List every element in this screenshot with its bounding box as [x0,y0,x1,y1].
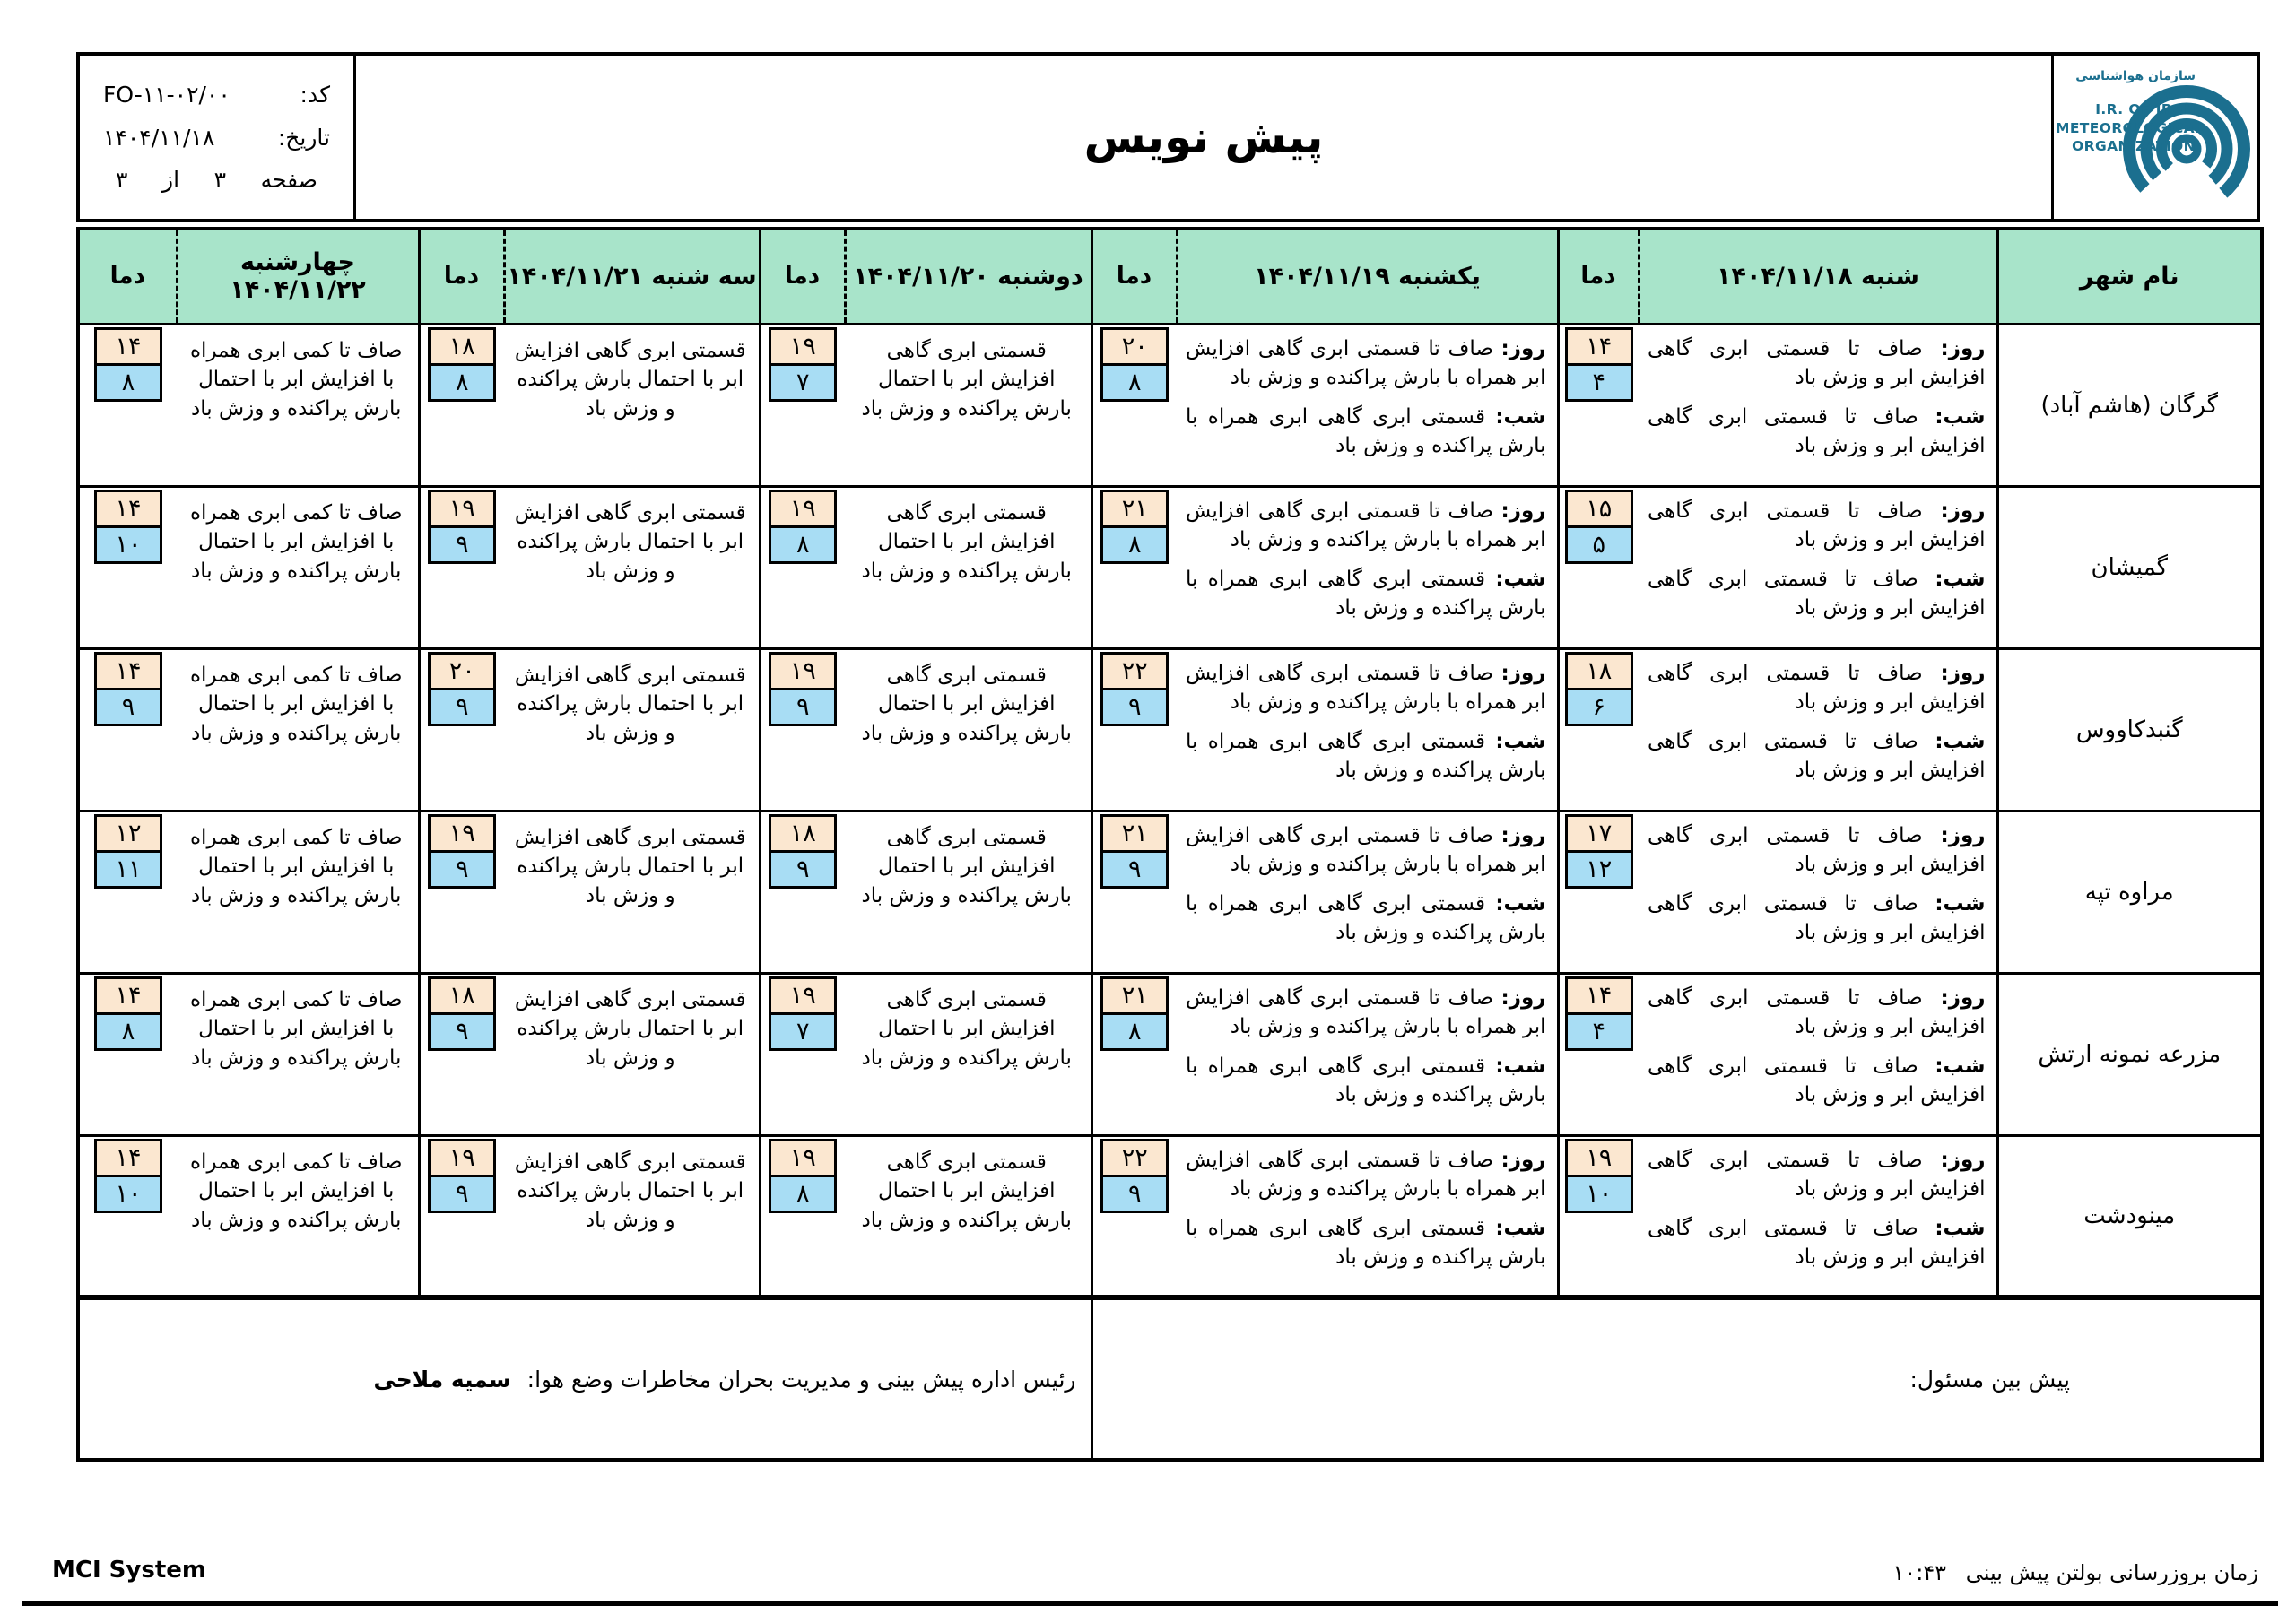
temp-max: ۱۸ [769,814,837,853]
temps-mon [760,973,845,1135]
temps-sat [1558,486,1639,648]
forecast-mon: قسمتی ابری گاهی افزایش ابر با احتمال بارش پراکنده و وزش باد [845,1135,1091,1298]
temp-min: ۷ [769,363,837,402]
chief-name: سمیه ملاحی [373,1366,511,1393]
temp-min: ۹ [1100,688,1169,726]
page-label: صفحه [260,167,317,194]
footer-update-time [1892,1560,2258,1585]
chief-signature [78,1298,1091,1460]
temp-min: ۹ [428,1012,496,1051]
org-name-en-1: I.R. OF IRAN [2095,101,2196,118]
forecast-sun [1177,1135,1558,1298]
city-name: مینودشت [1997,1135,2262,1298]
forecast-sun [1177,811,1558,973]
forecast-day-text: روز: صاف تا قسمتی ابری گاهی افزایش ابر و وزش باد [1648,985,1986,1039]
temp-min: ۸ [769,525,837,564]
temps-wed [78,973,177,1135]
temp-min: ۹ [769,688,837,726]
temps-sat [1558,324,1639,486]
forecaster-label: پیش بین مسئول: [1091,1298,2262,1460]
temp-min: ۴ [1565,1012,1633,1051]
doc-info-box [80,56,356,219]
org-name-fa: سازمان هواشناسی کشور [2075,69,2196,100]
forecast-mon: قسمتی ابری گاهی افزایش ابر با احتمال بارش پراکنده و وزش باد [845,973,1091,1135]
temp-min: ۹ [428,525,496,564]
forecast-night-text: شب: صاف تا قسمتی ابری گاهی افزایش ابر و وزش باد [1648,1054,1986,1107]
temp-min: ۱۲ [1565,850,1633,889]
forecast-sat [1639,648,1997,811]
temp-max: ۱۵ [1565,490,1633,528]
forecast-sun [1177,973,1558,1135]
temps-sat [1558,1135,1639,1298]
temps-tue [419,648,504,811]
temp-min: ۸ [94,1012,162,1051]
forecast-night-text: شب: قسمتی ابری گاهی ابری همراه با بارش پراکنده و وزش باد [1186,404,1546,458]
table-row [78,1135,2262,1298]
temps-wed [78,486,177,648]
temps-wed [78,811,177,973]
temp-min: ۹ [428,1175,496,1213]
temps-mon [760,811,845,973]
temp-min: ۹ [1100,850,1169,889]
doc-code-row [80,82,353,108]
temp-max: ۲۱ [1100,814,1169,853]
forecast-tue: قسمتی ابری گاهی افزایش ابر با احتمال بارش پراکنده و وزش باد [504,811,760,973]
forecast-day-text: روز: صاف تا قسمتی ابری گاهی افزایش ابر و وزش باد [1648,499,1986,552]
forecast-day-text: روز: صاف تا قسمتی ابری گاهی افزایش ابر همراه با بارش پراکنده و وزش باد [1186,499,1546,552]
temp-max: ۱۴ [94,976,162,1015]
forecast-night-text: شب: صاف تا قسمتی ابری گاهی افزایش ابر و وزش باد [1648,1216,1986,1270]
forecast-mon: قسمتی ابری گاهی افزایش ابر با احتمال بارش پراکنده و وزش باد [845,486,1091,648]
forecast-night-text: شب: قسمتی ابری گاهی ابری همراه با بارش پراکنده و وزش باد [1186,567,1546,621]
temp-min: ۹ [769,850,837,889]
forecast-tue: قسمتی ابری گاهی افزایش ابر با احتمال بارش پراکنده و وزش باد [504,973,760,1135]
forecast-table [76,227,2264,1462]
page-total: ۳ [116,167,128,194]
footer-system-name: MCI System [52,1557,206,1584]
temp-max: ۲۱ [1100,490,1169,528]
temps-wed [78,324,177,486]
temp-max: ۲۱ [1100,976,1169,1015]
temp-max: ۱۹ [769,652,837,690]
temps-sat [1558,648,1639,811]
doc-date-row [80,125,353,151]
city-name: گرگان (هاشم آباد) [1997,324,2262,486]
temp-min: ۹ [428,850,496,889]
forecast-tue: قسمتی ابری گاهی افزایش ابر با احتمال بارش پراکنده و وزش باد [504,486,760,648]
temp-min: ۱۱ [94,850,162,889]
city-name: مراوه تپه [1997,811,2262,973]
temps-sun [1091,1135,1177,1298]
table-row [78,973,2262,1135]
forecast-wed: صاف تا کمی ابری همراه با افزایش ابر با احتمال بارش پراکنده و وزش باد [177,324,419,486]
table-row [78,648,2262,811]
temp-max: ۱۴ [94,327,162,366]
forecast-day-text: روز: صاف تا قسمتی ابری گاهی افزایش ابر و وزش باد [1648,823,1986,877]
forecast-day-text: روز: صاف تا قسمتی ابری گاهی افزایش ابر همراه با بارش پراکنده و وزش باد [1186,823,1546,877]
temp-max: ۱۹ [769,490,837,528]
document-header [76,52,2260,222]
temp-min: ۹ [428,688,496,726]
temp-max: ۱۲ [94,814,162,853]
temps-wed [78,1135,177,1298]
temp-min: ۱۰ [94,1175,162,1213]
org-logo-text [2056,68,2205,155]
temp-max: ۱۹ [428,490,496,528]
signature-row [78,1298,2262,1460]
city-name: گنبدکاووس [1997,648,2262,811]
forecast-sat [1639,1135,1997,1298]
temps-sun [1091,648,1177,811]
title-cell [356,56,2054,219]
col-header-tue-date: سه شنبه ۱۴۰۴/۱۱/۲۱ [504,229,760,324]
temp-max: ۱۴ [94,490,162,528]
temps-sun [1091,811,1177,973]
temp-min: ۸ [94,363,162,402]
city-name: مزرعه نمونه ارتش [1997,973,2262,1135]
col-header-sun-date: یکشنبه ۱۴۰۴/۱۱/۱۹ [1177,229,1558,324]
temp-max: ۱۴ [1565,976,1633,1015]
forecast-day-text: روز: صاف تا قسمتی ابری گاهی افزایش ابر همراه با بارش پراکنده و وزش باد [1186,661,1546,715]
temp-max: ۲۰ [1100,327,1169,366]
page-of-label: از [162,167,180,194]
forecast-mon: قسمتی ابری گاهی افزایش ابر با احتمال بارش پراکنده و وزش باد [845,811,1091,973]
temp-max: ۱۹ [1565,1139,1633,1177]
temp-max: ۱۹ [769,327,837,366]
chief-label: رئیس اداره پیش بینی و مدیریت بحران مخاطرات وضع هوا: [526,1366,1076,1393]
temp-min: ۸ [1100,525,1169,564]
forecast-sat [1639,486,1997,648]
forecast-day-text: روز: صاف تا قسمتی ابری گاهی افزایش ابر و وزش باد [1648,1148,1986,1202]
doc-page-row [80,167,353,193]
forecast-night-text: شب: صاف تا قسمتی ابری گاهی افزایش ابر و وزش باد [1648,729,1986,783]
temps-wed [78,648,177,811]
table-row [78,324,2262,486]
col-header-city: نام شهر [1997,229,2262,324]
temps-sun [1091,973,1177,1135]
col-header-wed-temp: دما [78,229,177,324]
temps-mon [760,648,845,811]
org-name-en-3: ORGANIZATION [2072,137,2196,154]
forecast-tue: قسمتی ابری گاهی افزایش ابر با احتمال بارش پراکنده و وزش باد [504,324,760,486]
doc-date-value: ۱۴۰۴/۱۱/۱۸ [103,124,215,151]
temp-min: ۸ [769,1175,837,1213]
forecast-wed: صاف تا کمی ابری همراه با افزایش ابر با احتمال بارش پراکنده و وزش باد [177,1135,419,1298]
temp-max: ۲۰ [428,652,496,690]
temp-max: ۲۲ [1100,652,1169,690]
temp-max: ۱۹ [769,976,837,1015]
header-row [78,229,2262,324]
table-row [78,811,2262,973]
temp-min: ۱۰ [94,525,162,564]
city-name: گمیشان [1997,486,2262,648]
forecast-mon: قسمتی ابری گاهی افزایش ابر با احتمال بارش پراکنده و وزش باد [845,648,1091,811]
doc-date-label: تاریخ: [277,124,330,151]
forecast-wed: صاف تا کمی ابری همراه با افزایش ابر با احتمال بارش پراکنده و وزش باد [177,811,419,973]
temp-min: ۶ [1565,688,1633,726]
temps-sat [1558,811,1639,973]
forecast-night-text: شب: قسمتی ابری گاهی ابری همراه با بارش پراکنده و وزش باد [1186,891,1546,945]
forecast-day-text: روز: صاف تا قسمتی ابری گاهی افزایش ابر و وزش باد [1648,661,1986,715]
temps-tue [419,324,504,486]
temp-max: ۱۸ [1565,652,1633,690]
temps-mon [760,486,845,648]
temps-tue [419,973,504,1135]
col-header-tue-temp: دما [419,229,504,324]
org-logo [2054,56,2257,219]
temp-max: ۲۲ [1100,1139,1169,1177]
temp-max: ۱۴ [1565,327,1633,366]
temp-max: ۱۸ [428,327,496,366]
temp-min: ۸ [1100,1012,1169,1051]
update-time-value: ۱۰:۴۳ [1892,1560,1947,1585]
forecast-day-text: روز: صاف تا قسمتی ابری گاهی افزایش ابر همراه با بارش پراکنده و وزش باد [1186,336,1546,390]
col-header-sat-temp: دما [1558,229,1639,324]
forecast-night-text: شب: قسمتی ابری گاهی ابری همراه با بارش پراکنده و وزش باد [1186,1216,1546,1270]
page-title: پیش نویس [1083,111,1324,163]
forecast-day-text: روز: صاف تا قسمتی ابری گاهی افزایش ابر و وزش باد [1648,336,1986,390]
temp-min: ۸ [428,363,496,402]
doc-code-label: کد: [300,81,330,108]
forecast-night-text: شب: قسمتی ابری گاهی ابری همراه با بارش پراکنده و وزش باد [1186,1054,1546,1107]
col-header-mon-date: دوشنبه ۱۴۰۴/۱۱/۲۰ [845,229,1091,324]
forecast-sun [1177,486,1558,648]
temps-tue [419,1135,504,1298]
temps-tue [419,486,504,648]
temp-min: ۵ [1565,525,1633,564]
temp-max: ۱۹ [769,1139,837,1177]
temps-mon [760,324,845,486]
forecast-tue: قسمتی ابری گاهی افزایش ابر با احتمال بارش پراکنده و وزش باد [504,1135,760,1298]
temps-sun [1091,324,1177,486]
forecast-sat [1639,973,1997,1135]
col-header-mon-temp: دما [760,229,845,324]
temp-max: ۱۴ [94,652,162,690]
forecast-sun [1177,648,1558,811]
temp-max: ۱۸ [428,976,496,1015]
forecast-sat [1639,324,1997,486]
col-header-sat-date: شنبه ۱۴۰۴/۱۱/۱۸ [1639,229,1997,324]
forecast-wed: صاف تا کمی ابری همراه با افزایش ابر با احتمال بارش پراکنده و وزش باد [177,486,419,648]
forecast-wed: صاف تا کمی ابری همراه با افزایش ابر با احتمال بارش پراکنده و وزش باد [177,973,419,1135]
col-header-wed-date: چهارشنبه ۱۴۰۴/۱۱/۲۲ [177,229,419,324]
temps-sun [1091,486,1177,648]
temp-min: ۹ [94,688,162,726]
update-time-label: زمان بروزرسانی بولتن پیش بینی [1965,1560,2258,1585]
forecast-night-text: شب: صاف تا قسمتی ابری گاهی افزایش ابر و وزش باد [1648,567,1986,621]
temps-tue [419,811,504,973]
temp-min: ۸ [1100,363,1169,402]
table-row [78,486,2262,648]
temp-max: ۱۴ [94,1139,162,1177]
temps-mon [760,1135,845,1298]
footer-rule [22,1601,2278,1606]
forecast-night-text: شب: صاف تا قسمتی ابری گاهی افزایش ابر و وزش باد [1648,404,1986,458]
temp-max: ۱۹ [428,1139,496,1177]
page-number: ۳ [213,167,227,194]
forecast-night-text: شب: صاف تا قسمتی ابری گاهی افزایش ابر و وزش باد [1648,891,1986,945]
forecast-day-text: روز: صاف تا قسمتی ابری گاهی افزایش ابر همراه با بارش پراکنده و وزش باد [1186,1148,1546,1202]
forecast-tue: قسمتی ابری گاهی افزایش ابر با احتمال بارش پراکنده و وزش باد [504,648,760,811]
forecast-day-text: روز: صاف تا قسمتی ابری گاهی افزایش ابر همراه با بارش پراکنده و وزش باد [1186,985,1546,1039]
forecast-night-text: شب: قسمتی ابری گاهی ابری همراه با بارش پراکنده و وزش باد [1186,729,1546,783]
col-header-sun-temp: دما [1091,229,1177,324]
forecast-wed: صاف تا کمی ابری همراه با افزایش ابر با احتمال بارش پراکنده و وزش باد [177,648,419,811]
temps-sat [1558,973,1639,1135]
temp-max: ۱۹ [428,814,496,853]
temp-max: ۱۷ [1565,814,1633,853]
forecast-sat [1639,811,1997,973]
temp-min: ۹ [1100,1175,1169,1213]
forecast-mon: قسمتی ابری گاهی افزایش ابر با احتمال بارش پراکنده و وزش باد [845,324,1091,486]
forecast-sun [1177,324,1558,486]
temp-min: ۴ [1565,363,1633,402]
temp-min: ۱۰ [1565,1175,1633,1213]
doc-code-value: FO-۱۱-۰۲/۰۰ [103,81,230,108]
org-name-en-2: METEOROLOGICAL [2056,119,2205,136]
temp-min: ۷ [769,1012,837,1051]
